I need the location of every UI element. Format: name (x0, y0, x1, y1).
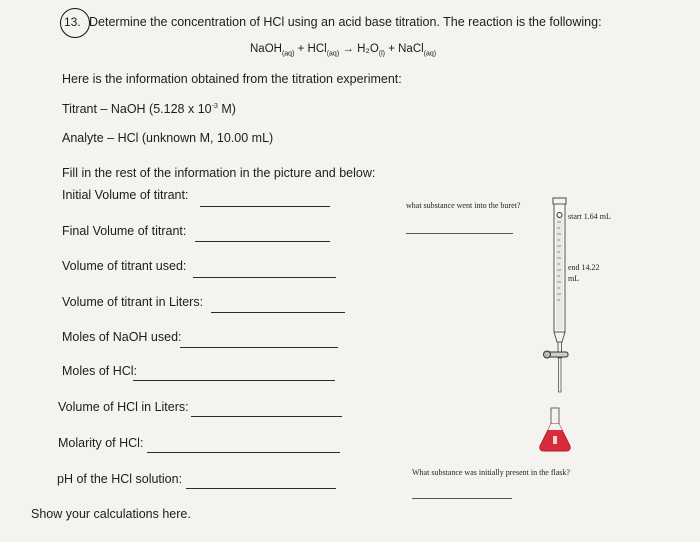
answer-line-flask-substance[interactable] (412, 498, 512, 499)
end-volume-label-2: mL (568, 274, 580, 283)
flask-question: What substance was initially present in the flask? (412, 468, 570, 477)
field-volume-hcl: Volume of HCl in Liters: (58, 400, 189, 414)
show-calculations: Show your calculations here. (31, 507, 191, 521)
answer-line-ph-hcl[interactable] (186, 488, 336, 489)
field-final-volume: Final Volume of titrant: (62, 224, 187, 238)
field-molarity-hcl: Molarity of HCl: (58, 436, 144, 450)
product-water: H₂O (357, 43, 379, 55)
field-initial-volume: Initial Volume of titrant: (62, 188, 189, 202)
end-volume-label-1: end 14.22 (568, 263, 600, 272)
flask-neck (551, 408, 559, 424)
field-ph-hcl: pH of the HCl solution: (57, 472, 183, 486)
reactant-naoh: NaOH (250, 43, 282, 55)
answer-line-moles-naoh[interactable] (180, 347, 338, 348)
answer-line-buret-substance[interactable] (406, 233, 513, 234)
reaction-arrow: → (342, 43, 354, 55)
buret-question: what substance went into the buret? (406, 201, 521, 210)
answer-line-volume-used[interactable] (193, 277, 336, 278)
flask-highlight (553, 436, 557, 444)
buret-diagram (536, 196, 576, 400)
titrant-info: Titrant – NaOH (5.128 x $10^{-3}$ M) (62, 102, 236, 116)
answer-line-volume-hcl[interactable] (191, 416, 342, 417)
stopcock-knob (544, 351, 551, 358)
field-volume-used: Volume of titrant used: (62, 259, 187, 273)
question-number: 13. (64, 15, 81, 29)
buret-tip (559, 358, 562, 392)
reaction-equation: NaOH$_{(aq)}$ + $HCl_{(aq)} \to H_2O_{(l)}$ + NaCl$_{(aq)}$ (250, 43, 437, 58)
answer-line-molarity-hcl[interactable] (147, 452, 340, 453)
field-moles-hcl: Moles of HCl: (62, 364, 138, 378)
answer-line-final-volume[interactable] (195, 241, 330, 242)
field-volume-liters: Volume of titrant in Liters: (62, 295, 204, 309)
buret-taper (554, 332, 565, 342)
analyte-info: Analyte – HCl (unknown M, 10.00 mL) (62, 131, 274, 145)
answer-line-initial-volume[interactable] (200, 206, 330, 207)
answer-line-volume-liters[interactable] (211, 312, 345, 313)
buret-top-rim (553, 198, 566, 204)
reactant-hcl: HCl (307, 43, 327, 55)
buret-liquid (556, 216, 563, 330)
product-nacl: NaCl (398, 43, 424, 55)
flask-diagram (537, 406, 573, 454)
instruction-text: Fill in the rest of the information in the picture and below: (62, 166, 376, 180)
question-text: Determine the concentration of HCl using an acid base titration. The reaction is the following: (89, 15, 602, 29)
answer-line-moles-hcl[interactable] (133, 380, 335, 381)
intro-text: Here is the information obtained from the titration experiment: (62, 72, 402, 86)
field-moles-naoh: Moles of NaOH used: (62, 330, 182, 344)
start-volume-label: start 1.64 mL (568, 212, 611, 221)
